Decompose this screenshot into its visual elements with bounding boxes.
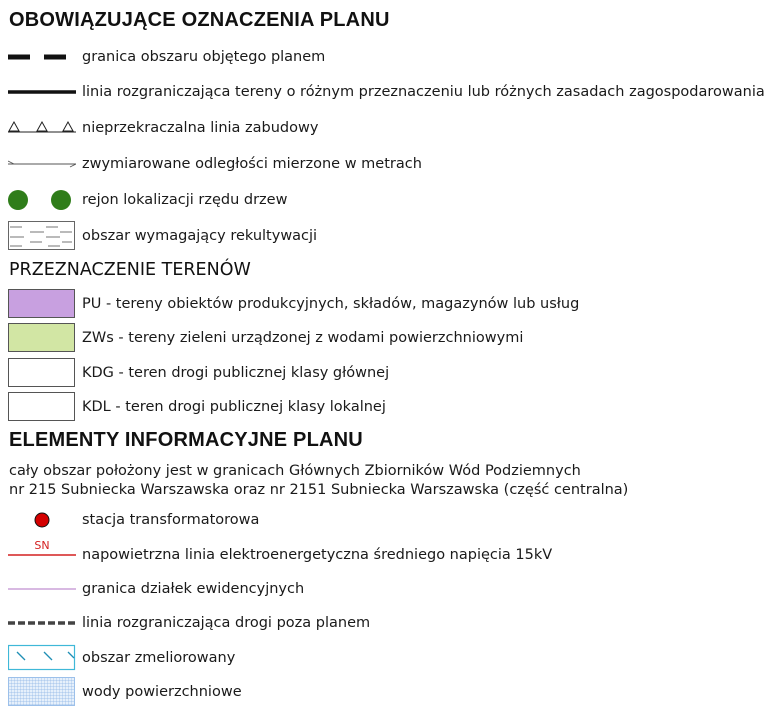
legend-label: napowietrzna linia elektroenergetyczna średniego napięcia 15kV bbox=[82, 547, 553, 563]
legend-row-transformer bbox=[0, 505, 780, 535]
legend-label: granica działek ewidencyjnych bbox=[82, 581, 305, 597]
drainage-box-icon bbox=[8, 643, 76, 673]
legend-row-sn-line bbox=[0, 540, 780, 570]
legend-row-kdl bbox=[0, 392, 780, 422]
fill-box-icon bbox=[8, 323, 76, 353]
red-dot-icon bbox=[8, 505, 76, 535]
legend-row-building-line bbox=[0, 113, 780, 143]
legend-label: linia rozgraniczająca drogi poza planem bbox=[82, 615, 371, 631]
legend-label: stacja transformatorowa bbox=[82, 512, 260, 528]
legend-row-parcels bbox=[0, 574, 780, 604]
legend-row-trees bbox=[0, 185, 780, 215]
info-note-line: nr 215 Subniecka Warszawska oraz nr 2151 Subniecka Warszawska (część centralna) bbox=[9, 482, 629, 498]
dashed-gray-line-icon bbox=[8, 608, 76, 638]
legend-label: ZWs - tereny zieleni urządzonej z wodami powierzchniowymi bbox=[82, 330, 524, 346]
dimension-line-icon bbox=[8, 149, 76, 179]
section-title-informational: ELEMENTY INFORMACYJNE PLANU bbox=[9, 429, 363, 451]
legend-label: obszar wymagający rekultywacji bbox=[82, 228, 318, 244]
legend-row-water bbox=[0, 677, 780, 707]
legend-label: PU - tereny obiektów produkcyjnych, składów, magazynów lub usług bbox=[82, 296, 580, 312]
legend-label: linia rozgraniczająca tereny o różnym przeznaczeniu lub różnych zasadach zagospodarowania bbox=[82, 84, 765, 100]
legend-row-road-outside bbox=[0, 608, 780, 638]
legend-row-kdg bbox=[0, 358, 780, 388]
legend-row-pu bbox=[0, 289, 780, 319]
sn-line-icon bbox=[8, 540, 76, 570]
solid-thick-line-icon bbox=[8, 77, 76, 107]
legend-label: KDL - teren drogi publicznej klasy lokalnej bbox=[82, 399, 386, 415]
info-note-line: cały obszar położony jest w granicach Głównych Zbiorników Wód Podziemnych bbox=[9, 463, 581, 479]
thin-purple-line-icon bbox=[8, 574, 76, 604]
legend-row-rehab bbox=[0, 221, 780, 251]
legend-label: obszar zmeliorowany bbox=[82, 650, 236, 666]
fill-box-icon bbox=[8, 392, 76, 422]
legend-label: zwymiarowane odległości mierzone w metrach bbox=[82, 156, 422, 172]
dashed-thick-line-icon bbox=[8, 42, 76, 72]
legend-label: wody powierzchniowe bbox=[82, 684, 242, 700]
water-grid-icon bbox=[8, 677, 76, 707]
legend-row-dividing-line bbox=[0, 77, 780, 107]
section-title-land-use: PRZEZNACZENIE TERENÓW bbox=[9, 260, 251, 280]
legend-label: nieprzekraczalna linia zabudowy bbox=[82, 120, 319, 136]
legend-row-zws bbox=[0, 323, 780, 353]
green-circles-icon bbox=[8, 185, 76, 215]
section-title-obligatory: OBOWIĄZUJĄCE OZNACZENIA PLANU bbox=[9, 9, 390, 31]
legend-label: granica obszaru objętego planem bbox=[82, 49, 326, 65]
legend-row-drainage bbox=[0, 643, 780, 673]
rehab-hatch-icon bbox=[8, 221, 76, 251]
sn-line-text: SN bbox=[34, 540, 50, 552]
legend-label: KDG - teren drogi publicznej klasy głównej bbox=[82, 365, 390, 381]
legend-row-plan-boundary bbox=[0, 42, 780, 72]
triangle-line-icon bbox=[8, 113, 76, 143]
fill-box-icon bbox=[8, 358, 76, 388]
legend-label: rejon lokalizacji rzędu drzew bbox=[82, 192, 288, 208]
info-note bbox=[9, 462, 628, 500]
fill-box-icon bbox=[8, 289, 76, 319]
legend-row-dimension bbox=[0, 149, 780, 179]
